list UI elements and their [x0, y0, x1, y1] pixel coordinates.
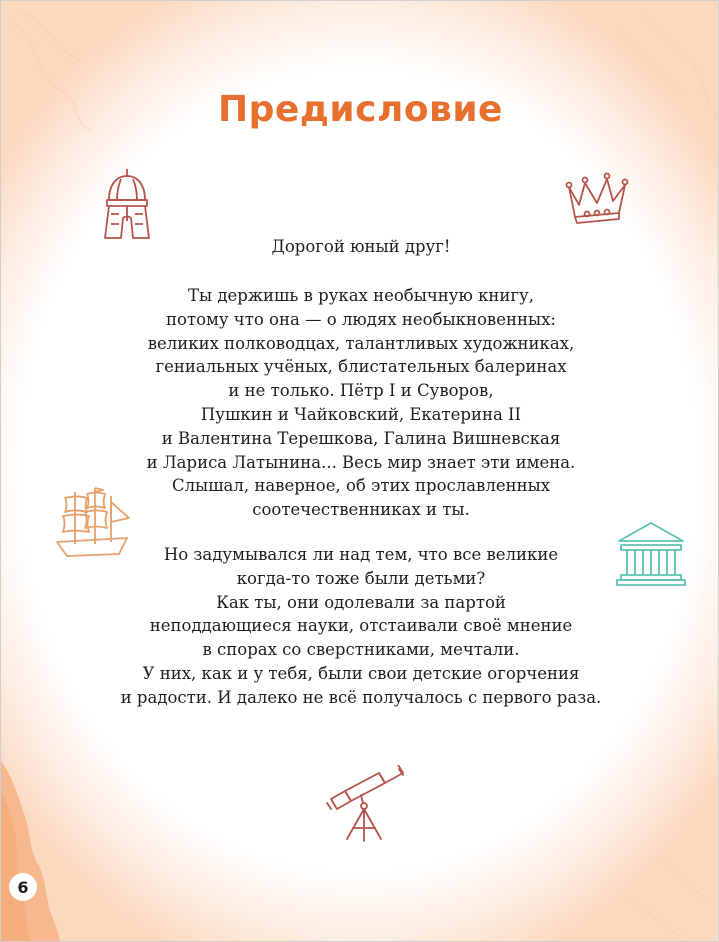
paragraph-line: Ты держишь в руках необычную книгу, — [187, 286, 534, 305]
paragraph-line: Пушкин и Чайковский, Екатерина II — [200, 404, 522, 424]
paragraph-line: великих полководцах, талантливых художниках, — [147, 333, 575, 353]
paragraph-line: и Лариса Латынина... Весь мир знает эти имена. — [146, 452, 576, 472]
paragraph-line: и радости. И далеко не всё получалось с первого раза. — [120, 687, 602, 707]
telescope-icon — [323, 765, 413, 843]
paragraph-line: соотечественниках и ты. — [252, 500, 470, 520]
crown-icon — [561, 169, 633, 227]
greeting — [61, 235, 661, 259]
page-number: 6 — [9, 873, 37, 901]
paragraph-line: в спорах со сверстниками, мечтали. — [202, 640, 520, 660]
paragraph-line: потому что она — о людях необыкновенных: — [166, 309, 556, 329]
paragraph-1 — [61, 284, 661, 522]
paragraph-line: Слышал, наверное, об этих прославленных — [171, 476, 551, 496]
paragraph-line: Но задумывался ли над тем, что все великие — [163, 545, 559, 564]
paragraph-line: Как ты, они одолевали за партой — [216, 592, 506, 612]
paragraph-2 — [61, 543, 661, 710]
page-title: Предисловие — [218, 89, 503, 130]
paragraph-line: У них, как и у тебя, были свои детские огорчения — [142, 663, 580, 683]
paragraph-line: и не только. Пётр I и Суворов, — [228, 381, 494, 401]
helmet-icon — [99, 166, 155, 244]
paragraph-line: и Валентина Терешкова, Галина Вишневская — [161, 428, 561, 448]
paragraph-line: гениальных учёных, блистательных балеринах — [155, 357, 567, 377]
paragraph-line: когда-то тоже были детьми? — [236, 568, 486, 588]
greeting-text: Дорогой юный друг! — [271, 237, 451, 256]
paragraph-line: неподдающиеся науки, отстаивали своё мнение — [149, 616, 573, 636]
